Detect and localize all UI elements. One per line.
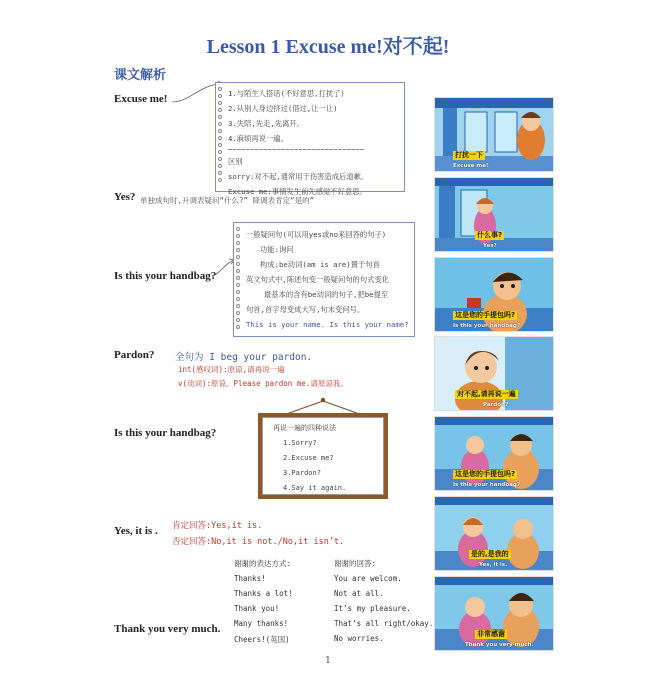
subtitle-cn: 非常感谢 — [477, 630, 505, 638]
subtitle-en: Is this your handbag? — [453, 482, 521, 488]
pardon-int: int(感叹词):原谅,请再说一遍 — [178, 365, 285, 374]
subtitle-en: Yes, it is. — [479, 562, 508, 568]
thanks-expression: Thanks! — [234, 574, 266, 583]
note-line: 句首,首字母变成大写,句末变问号。 — [246, 305, 365, 314]
frame-item: 2.Excuse me? — [283, 454, 334, 462]
thanks-reply: You are welcom. — [334, 574, 402, 583]
frame-item: 4.Say it again. — [283, 484, 347, 492]
cartoon-frame-4 — [434, 336, 554, 411]
pardon-full-sentence: 全句为 I beg your pardon. — [175, 352, 313, 363]
pardon-v: v(动词):原谅。Please pardon me.请原谅我。 — [178, 379, 348, 388]
note-line: 英文句式中,陈述句变一般疑问句的句式变化 — [246, 275, 390, 284]
note-line: 区别 — [228, 157, 243, 166]
thanks-reply: No worries. — [334, 634, 384, 643]
note-line: sorry:对不起,通常用于伤害造成后道歉。 — [228, 172, 369, 181]
thanks-expression: Thank you! — [234, 604, 280, 613]
sentence-handbag-1: Is this your handbag? — [114, 270, 217, 282]
subtitle-cn: 什么事? — [477, 231, 503, 239]
thanks-expression: Thanks a lot! — [234, 589, 293, 598]
section-heading: 课文解析 — [114, 68, 167, 83]
question-notes — [233, 222, 415, 337]
note-line: This is your name. Is this your name? — [246, 320, 409, 329]
subtitle-cn: 打扰一下 — [455, 151, 483, 159]
positive-answer: 肯定回答:Yes,it is. — [172, 521, 263, 531]
cartoon-frame-3 — [434, 257, 554, 332]
excuse-me-notes — [215, 82, 405, 196]
cartoon-frame-6 — [434, 496, 554, 571]
note-line: 一般疑问句(可以用yes或no来回答的句子) — [246, 230, 387, 239]
subtitle-cn: 这是您的手提包吗? — [455, 470, 516, 478]
cartoon-frame-1 — [434, 97, 554, 172]
yes-note: 单独成句时,升调表疑问“什么?” 降调表肯定“是的” — [140, 196, 315, 205]
frame-item: 1.Sorry? — [283, 439, 317, 447]
page-number: 1 — [325, 656, 331, 666]
thanks-expressions-header: 谢谢的表达方式: — [234, 559, 292, 568]
cartoon-frame-7 — [434, 576, 554, 651]
note-divider: ~~~~~~~~~~~~~~~~~~~~~~~~~~~~~~~ — [228, 146, 365, 154]
subtitle-cn: 对不起,请再说一遍 — [457, 390, 516, 398]
sentence-yes-it-is: Yes, it is . — [114, 525, 158, 537]
subtitle-en: Excuse me! — [453, 163, 489, 169]
thanks-expression: Many thanks! — [234, 619, 289, 628]
subtitle-en: Pardon? — [483, 402, 509, 408]
thanks-reply: That’s all right/okay. — [334, 619, 434, 628]
frame-item: 3.Pardon? — [283, 469, 321, 477]
subtitle-cn: 这是您的手提包吗? — [455, 311, 516, 319]
notebook-rings — [236, 227, 241, 332]
sentence-thank-you: Thank you very much. — [114, 623, 221, 635]
subtitle-cn: 是的,是我的 — [471, 550, 509, 558]
note-line: 构成:be动词(am is are)置于句首 — [260, 260, 380, 269]
subtitle-en: Is this your handbag? — [453, 323, 521, 329]
note-line: Excuse me:事情发生前先感觉不好意思。 — [228, 187, 367, 196]
thanks-reply: It’s my pleasure. — [334, 604, 411, 613]
note-line: 最基本的含有be动词的句子,把be提至 — [264, 290, 389, 299]
cartoon-frame-2 — [434, 177, 554, 252]
notebook-rings — [218, 87, 223, 185]
sentence-excuse-me: Excuse me! — [114, 93, 168, 105]
negative-answer: 否定回答:No,it is not./No,it isn’t. — [172, 537, 345, 547]
note-line: 2.从别人身边挤过(借过,让一让) — [228, 104, 338, 113]
note-line: 功能:询问 — [260, 245, 294, 254]
page-title: Lesson 1 Excuse me!对不起! — [206, 36, 450, 58]
cartoon-frame-5 — [434, 416, 554, 491]
note-line: 4.麻烦再说一遍。 — [228, 134, 288, 143]
thanks-reply: Not at all. — [334, 589, 384, 598]
sentence-yes: Yes? — [114, 191, 136, 203]
note-line: 1.与陌生人搭话(不好意思,打扰了) — [228, 89, 345, 98]
thanks-replies-header: 谢谢的回答: — [334, 559, 377, 568]
sentence-pardon: Pardon? — [114, 349, 155, 361]
subtitle-en: Yes? — [483, 243, 497, 249]
hanging-frame — [258, 413, 388, 499]
frame-heading: 再说一遍的四种说法 — [273, 424, 336, 432]
note-line: 3.失陪,先走,先离开。 — [228, 119, 304, 128]
thanks-expression: Cheers!(英国) — [234, 635, 290, 644]
subtitle-en: Thank you very much. — [465, 642, 534, 648]
sentence-handbag-2: Is this your handbag? — [114, 427, 217, 439]
